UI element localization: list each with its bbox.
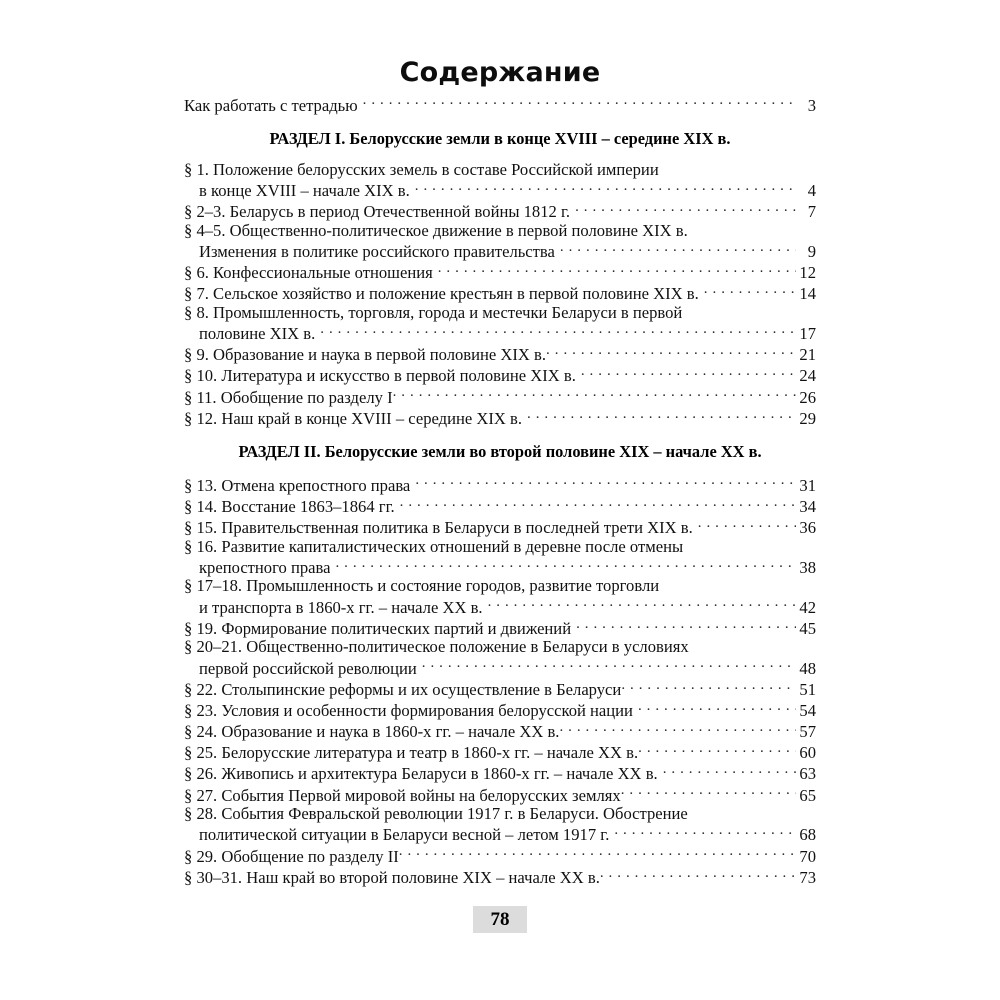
section-heading: РАЗДЕЛ I. Белорусские земли в конце XVIII – середине XIX в. <box>269 129 731 149</box>
toc-entry-text: § 13. Отмена крепостного права <box>184 476 411 495</box>
toc-entry-line-continued <box>184 538 816 557</box>
toc-entry-line <box>184 617 816 638</box>
toc-entry-page-number: 17 <box>799 324 816 344</box>
toc-entry-line <box>184 407 816 428</box>
dot-leader <box>704 283 796 300</box>
toc-entry-page-number: 3 <box>807 95 816 115</box>
page-title: Содержание <box>399 57 601 88</box>
toc-entry-page-number: 12 <box>799 263 816 283</box>
toc-entry-text: § 20–21. Общественно-политическое положение в Беларуси в условиях <box>184 638 689 657</box>
toc-entry-text: половине XIX в. <box>199 325 316 344</box>
toc-entry-text: § 12. Наш край в конце XVIII – середине XIX в. <box>184 409 522 428</box>
dot-leader <box>415 179 796 196</box>
dot-leader <box>638 742 796 759</box>
toc-entry-page-number: 36 <box>799 518 816 537</box>
toc-entry[interactable] <box>184 201 816 222</box>
toc-entry-line <box>184 283 816 304</box>
toc-entry-page-number: 29 <box>799 408 816 428</box>
dot-leader <box>638 699 796 716</box>
dot-leader <box>575 201 796 218</box>
dot-leader <box>614 824 796 841</box>
toc-entry-text: § 7. Сельское хозяйство и положение крестьян в первой половине XIX в. <box>184 285 699 304</box>
toc-entry-text: § 26. Живопись и архитектура Беларуси в 1860-х гг. – начале XX в. <box>184 765 658 784</box>
toc-entry[interactable] <box>184 222 816 262</box>
toc-entry-line <box>184 201 816 222</box>
toc-entry[interactable] <box>184 344 816 365</box>
toc-entry-text: § 16. Развитие капиталистических отношений в деревне после отмены <box>184 537 684 556</box>
toc-entry[interactable] <box>184 742 816 763</box>
toc-entry[interactable] <box>184 161 816 201</box>
toc-entry-line <box>184 678 816 699</box>
dot-leader <box>438 262 796 279</box>
dot-leader <box>400 495 796 512</box>
spacer <box>184 149 816 161</box>
spacer <box>184 115 816 130</box>
toc-entry[interactable] <box>184 538 816 578</box>
toc-entry-page-number: 60 <box>799 743 816 763</box>
toc-entry-line-continued <box>184 222 816 241</box>
dot-leader <box>335 556 796 573</box>
toc-entry[interactable] <box>184 845 816 866</box>
toc-entry-line <box>184 845 816 866</box>
toc-entry-page-number: 48 <box>799 658 816 678</box>
toc-entry-line <box>184 657 816 678</box>
toc-entry[interactable] <box>184 386 816 407</box>
toc-entry-line <box>184 556 816 577</box>
toc-entry-text: первой российской революции <box>199 659 417 678</box>
toc-entry[interactable] <box>184 262 816 283</box>
dot-leader <box>320 323 796 340</box>
dot-leader <box>488 596 796 613</box>
toc-entry-text: и транспорта в 1860-х гг. – начале XX в. <box>199 598 483 617</box>
toc-entry[interactable] <box>184 721 816 742</box>
toc-entry[interactable] <box>184 678 816 699</box>
toc-entry-text: § 8. Промышленность, торговля, города и местечки Беларуси в первой <box>184 303 683 322</box>
toc-entry-text: § 9. Образование и наука в первой половине XIX в. <box>184 346 547 365</box>
toc-entry-line <box>184 344 816 365</box>
dot-leader <box>559 721 796 738</box>
dot-leader <box>663 763 796 780</box>
toc-entry-page-number: 65 <box>799 785 816 805</box>
toc-entry-page-number: 7 <box>807 202 816 222</box>
toc-entry-text: крепостного права <box>199 558 331 577</box>
toc-entry[interactable] <box>184 365 816 386</box>
toc-entry-line <box>184 495 816 516</box>
toc-entry-text: § 23. Условия и особенности формирования белорусской нации <box>184 701 633 720</box>
toc-entry[interactable] <box>184 763 816 784</box>
folio-page-number <box>473 906 527 933</box>
toc-entry-line <box>184 94 816 115</box>
toc-entry-line <box>184 240 816 261</box>
dot-leader <box>600 866 796 883</box>
toc-entry-text: § 17–18. Промышленность и состояние городов, развитие торговли <box>184 577 660 596</box>
toc-entry-line-continued <box>184 805 816 824</box>
toc-entry-text: § 19. Формирование политических партий и движений <box>184 619 572 638</box>
toc-entry[interactable] <box>184 474 816 495</box>
toc-entry-line <box>184 474 816 495</box>
toc-entry-line <box>184 365 816 386</box>
toc-entry-page-number: 9 <box>807 241 816 261</box>
toc-entry[interactable] <box>184 94 816 115</box>
toc-entry-page-number: 26 <box>799 387 816 407</box>
toc-entry-page-number: 34 <box>799 496 816 516</box>
toc-entry[interactable] <box>184 304 816 344</box>
toc-entry-line <box>184 179 816 200</box>
spacer <box>184 462 816 474</box>
toc-entry-text: § 22. Столыпинские реформы и их осуществление в Беларуси <box>184 680 622 699</box>
toc-entry-line <box>184 784 816 805</box>
toc-entry-line-continued <box>184 304 816 323</box>
toc-entry-line-continued <box>184 638 816 657</box>
toc-entry-text: § 10. Литература и искусство в первой половине XIX в. <box>184 367 576 386</box>
toc-entry-line <box>184 763 816 784</box>
toc-entry[interactable] <box>184 283 816 304</box>
toc-entry-text: § 30–31. Наш край во второй половине XIX – начале XX в. <box>184 868 600 887</box>
dot-leader <box>581 365 796 382</box>
toc-entry[interactable] <box>184 495 816 516</box>
toc-entry-page-number: 68 <box>799 825 816 845</box>
toc-entry[interactable] <box>184 407 816 428</box>
section-heading: РАЗДЕЛ II. Белорусские земли во второй половине XIX – начале XX в. <box>238 442 762 462</box>
toc-entry-page-number: 51 <box>799 679 816 699</box>
dot-leader <box>546 344 796 361</box>
dot-leader <box>393 386 796 403</box>
toc-entry-line <box>184 721 816 742</box>
toc-entry-text: § 11. Обобщение по разделу I <box>184 388 393 407</box>
toc-entry-page-number: 70 <box>799 846 816 866</box>
toc-entry-page-number: 31 <box>799 475 816 495</box>
toc-entry-page-number: 21 <box>799 345 816 365</box>
toc-entry-text: § 4–5. Общественно-политическое движение в первой половине XIX в. <box>184 221 688 240</box>
toc-entry[interactable] <box>184 577 816 617</box>
toc-entry-text: § 14. Восстание 1863–1864 гг. <box>184 497 395 516</box>
toc-entry-page-number: 4 <box>807 180 816 200</box>
toc-entry-page-number: 38 <box>799 557 816 577</box>
toc-entry-line <box>184 516 816 537</box>
toc-entry-line <box>184 596 816 617</box>
toc-entry-line-continued <box>184 577 816 596</box>
toc-entry-text: Как работать с тетрадью <box>184 96 358 115</box>
toc-entry-page-number: 63 <box>799 764 816 784</box>
dot-leader <box>621 678 796 695</box>
toc-entry-text: Изменения в политике российского правительства <box>199 242 555 261</box>
toc-entry-text: § 29. Обобщение по разделу II <box>184 847 399 866</box>
toc-entry-text: § 28. События Февральской революции 1917 г. в Беларуси. Обострение <box>184 805 688 824</box>
toc-entry-text: § 27. События Первой мировой войны на белорусских землях <box>184 786 621 805</box>
folio-number: 78 <box>490 908 510 930</box>
toc-entry[interactable] <box>184 866 816 887</box>
toc-entry-page-number: 54 <box>799 700 816 720</box>
toc-entry[interactable] <box>184 617 816 638</box>
toc-entry[interactable] <box>184 784 816 805</box>
dot-leader <box>415 474 796 491</box>
toc-entry-page-number: 24 <box>799 366 816 386</box>
dot-leader <box>399 845 796 862</box>
toc-entry-page-number: 45 <box>799 618 816 638</box>
spacer <box>184 428 816 443</box>
toc-entry-line <box>184 866 816 887</box>
dot-leader <box>527 407 796 424</box>
toc-entry-page-number: 57 <box>799 722 816 742</box>
toc-entry-page-number: 42 <box>799 597 816 617</box>
toc-entry-line <box>184 386 816 407</box>
toc-entry-line <box>184 323 816 344</box>
dot-leader <box>422 657 796 674</box>
table-of-contents <box>184 94 816 887</box>
dot-leader <box>576 617 796 634</box>
toc-entry-page-number: 73 <box>799 867 816 887</box>
dot-leader <box>560 240 796 257</box>
toc-entry-text: § 25. Белорусские литература и театр в 1860-х гг. – начале XX в. <box>184 744 639 763</box>
toc-entry-text: § 6. Конфессиональные отношения <box>184 264 433 283</box>
toc-entry[interactable] <box>184 805 816 845</box>
toc-entry[interactable] <box>184 638 816 678</box>
toc-entry-line <box>184 262 816 283</box>
toc-entry[interactable] <box>184 699 816 720</box>
toc-entry-line <box>184 699 816 720</box>
dot-leader <box>621 784 796 801</box>
toc-entry-text: в конце XVIII – начале XIX в. <box>199 181 410 200</box>
toc-entry-line <box>184 824 816 845</box>
dot-leader <box>363 94 796 111</box>
toc-entry-line <box>184 742 816 763</box>
toc-entry[interactable] <box>184 516 816 537</box>
toc-entry-text: § 15. Правительственная политика в Беларуси в последней трети XIX в. <box>184 519 693 537</box>
toc-entry-text: § 24. Образование и наука в 1860-х гг. – начале XX в. <box>184 723 560 742</box>
dot-leader <box>698 516 796 533</box>
toc-entry-text: § 1. Положение белорусских земель в составе Российской империи <box>184 160 659 179</box>
toc-entry-text: § 2–3. Беларусь в период Отечественной войны 1812 г. <box>184 203 571 222</box>
toc-entry-line-continued <box>184 161 816 180</box>
toc-entry-text: политической ситуации в Беларуси весной – летом 1917 г. <box>199 826 610 845</box>
toc-entry-page-number: 14 <box>799 284 816 304</box>
